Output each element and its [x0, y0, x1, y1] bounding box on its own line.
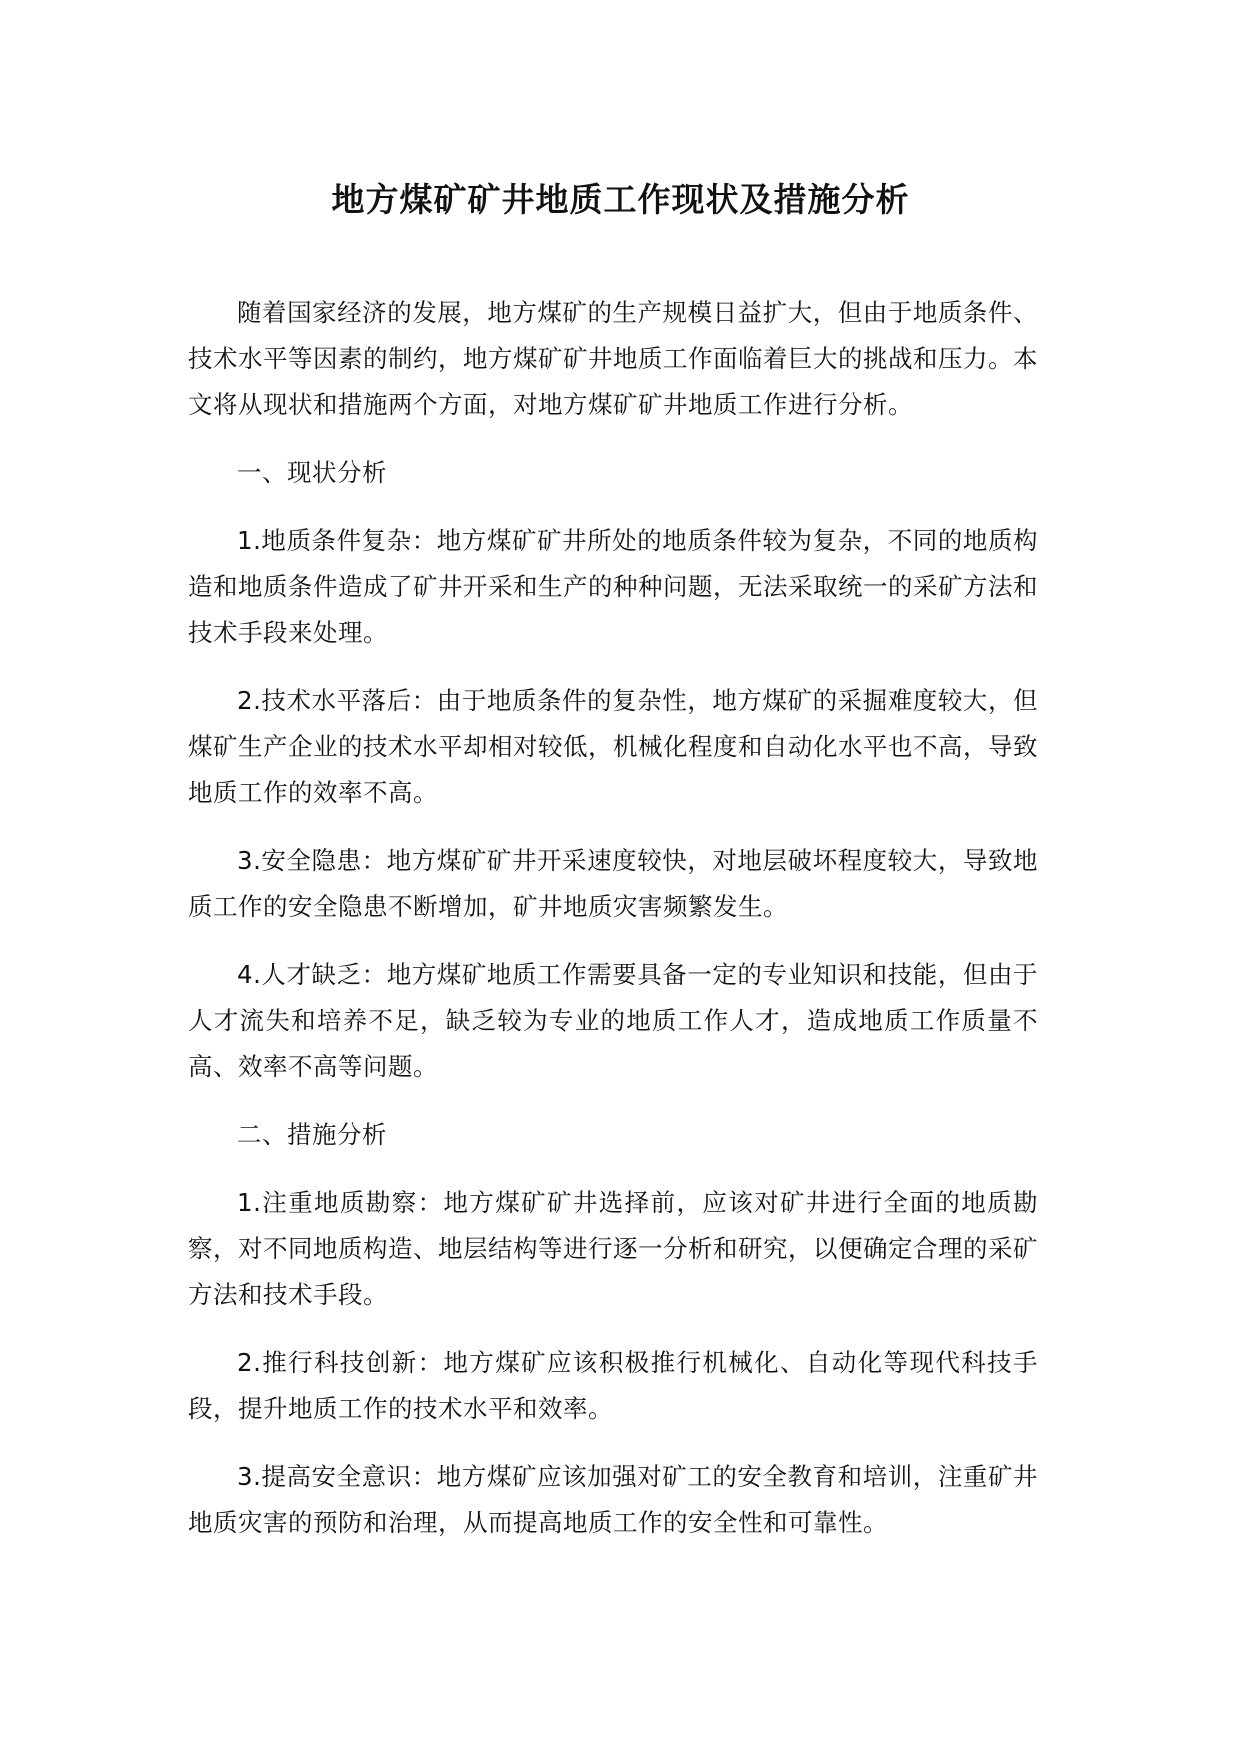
measure-item-2: 2.推行科技创新：地方煤矿应该积极推行机械化、自动化等现代科技手段，提升地质工作的技术水平和效率。: [188, 1348, 1038, 1423]
measure-item-3: 3.提高安全意识：地方煤矿应该加强对矿工的安全教育和培训，注重矿井地质灾害的预防和治理，从而提高地质工作的安全性和可靠性。: [188, 1462, 1038, 1537]
status-item-3: 3.安全隐患：地方煤矿矿井开采速度较快，对地层破坏程度较大，导致地质工作的安全隐患不断增加，矿井地质灾害频繁发生。: [188, 846, 1038, 921]
measure-item-1: 1.注重地质勘察：地方煤矿矿井选择前，应该对矿井进行全面的地质勘察，对不同地质构造、地层结构等进行逐一分析和研究，以便确定合理的采矿方法和技术手段。: [188, 1188, 1038, 1309]
document-body: [188, 290, 1038, 1568]
status-item-2: 2.技术水平落后：由于地质条件的复杂性，地方煤矿的采掘难度较大，但煤矿生产企业的技术水平却相对较低，机械化程度和自动化水平也不高，导致地质工作的效率不高。: [188, 686, 1038, 807]
status-item-1: 1.地质条件复杂：地方煤矿矿井所处的地质条件较为复杂，不同的地质构造和地质条件造成了矿井开采和生产的种种问题，无法采取统一的采矿方法和技术手段来处理。: [188, 526, 1038, 647]
status-item-4: 4.人才缺乏：地方煤矿地质工作需要具备一定的专业知识和技能，但由于人才流失和培养不足，缺乏较为专业的地质工作人才，造成地质工作质量不高、效率不高等问题。: [188, 960, 1038, 1081]
section-heading-status: 一、现状分析: [237, 458, 387, 487]
document-title: 地方煤矿矿井地质工作现状及措施分析: [331, 180, 910, 219]
intro-paragraph: 随着国家经济的发展，地方煤矿的生产规模日益扩大，但由于地质条件、技术水平等因素的制约，地方煤矿矿井地质工作面临着巨大的挑战和压力。本文将从现状和措施两个方面，对地方煤矿矿井地质工作进行分析。: [188, 298, 1038, 419]
section-heading-measures: 二、措施分析: [237, 1120, 387, 1149]
